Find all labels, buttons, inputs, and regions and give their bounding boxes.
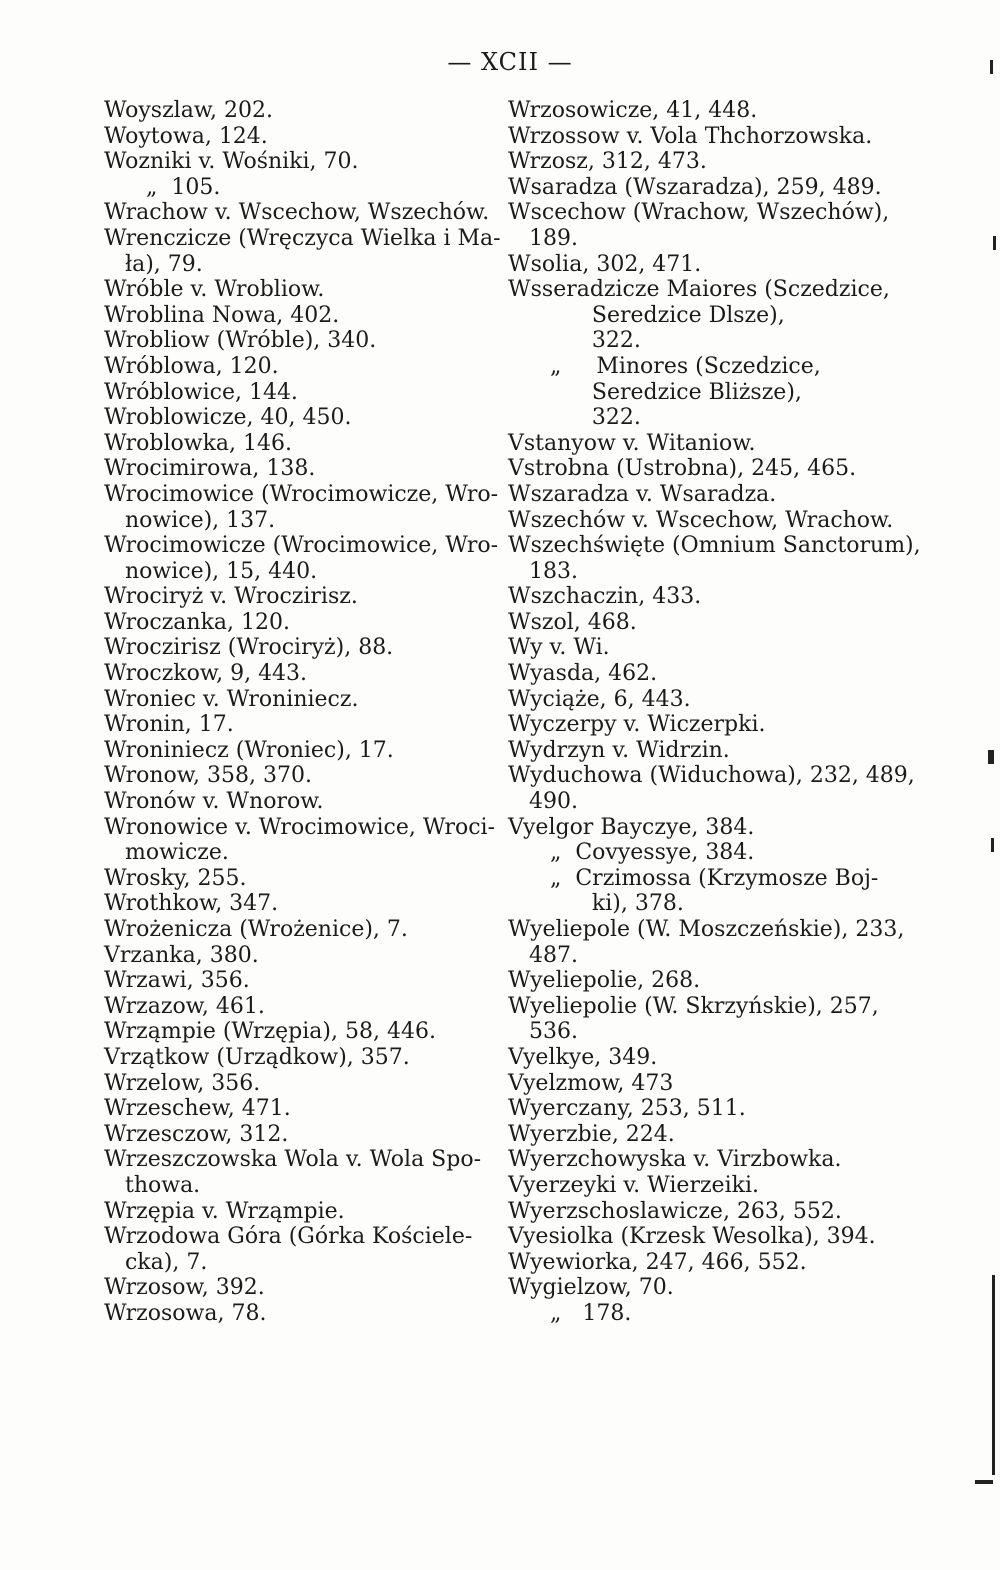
index-entry-line: „ 178. <box>508 1300 632 1326</box>
index-entry-line: Wróblowa, 120. <box>104 353 279 379</box>
page-number: — XCII — <box>447 48 573 76</box>
index-entry-line: Wrząmpie (Wrzępia), 58, 446. <box>104 1019 436 1045</box>
index-entry-line: Wsolia, 302, 471. <box>508 251 702 277</box>
index-entry-line: Wróblowice, 144. <box>104 379 298 405</box>
index-entry-line: Wrzeszczowska Wola v. Wola Spo- <box>104 1147 482 1173</box>
index-entry-line: Wrzosowa, 78. <box>104 1300 267 1326</box>
index-entry-line: thowa. <box>104 1172 201 1198</box>
index-entry-line: 189. <box>508 225 578 251</box>
index-entry-line: Wroczkow, 9, 443. <box>104 661 308 687</box>
index-entry-line: Wyerzchowyska v. Virzbowka. <box>508 1147 842 1173</box>
scan-edge-mark <box>993 236 996 250</box>
index-entry-line: Wrachow v. Wscechow, Wszechów. <box>104 200 490 226</box>
index-entry-line: Wrzelow, 356. <box>104 1070 261 1096</box>
index-entry-line: Wyeliepolie, 268. <box>508 968 701 994</box>
index-entry-line: Wronin, 17. <box>104 712 234 738</box>
index-entry-line: nowice), 15, 440. <box>104 558 318 584</box>
index-entry-line: Vyerzeyki v. Wierzeiki. <box>508 1172 759 1198</box>
index-entry-line: Wrożenicza (Wrożenice), 7. <box>104 917 408 942</box>
index-entry-line: 487. <box>508 942 578 968</box>
index-entry-line: Wroniec v. Wroniniecz. <box>104 686 359 712</box>
index-entry-line: Seredzice Dlsze), <box>508 302 785 328</box>
index-entry-line: mowicze. <box>104 840 229 866</box>
index-entry-line: Wyerczany, 253, 511. <box>508 1096 746 1122</box>
scan-edge-mark <box>992 1275 995 1475</box>
index-entry-line: Seredzice Bliższe), <box>508 379 802 405</box>
index-entry-line: Wy v. Wi. <box>508 635 610 661</box>
index-entry-line: „ Covyessye, 384. <box>508 840 755 866</box>
index-entry-line: Wygielzow, 70. <box>508 1275 674 1301</box>
index-entry-line: Wroczanka, 120. <box>104 609 291 635</box>
index-entry-line: Wroblowka, 146. <box>104 430 292 456</box>
index-entry-line: Wyeliepolie (W. Skrzyńskie), 257, <box>508 993 879 1019</box>
index-entry-line: Wrociryż v. Wroczirisz. <box>104 584 358 610</box>
index-entry-line: „ Minores (Sczedzice, <box>508 353 821 379</box>
index-entry-line: Wyasda, 462. <box>508 661 658 687</box>
index-entry-line: Wrzosow, 392. <box>104 1275 265 1301</box>
index-entry-line: Wyduchowa (Widuchowa), 232, 489, <box>508 763 915 789</box>
index-entry-line: Vyelgor Bayczye, 384. <box>508 814 755 840</box>
index-entry-line: Wrocimowicze (Wrocimowice, Wro- <box>104 533 499 559</box>
index-entry-line: Wszechów v. Wscechow, Wrachow. <box>508 507 894 533</box>
index-entry-line: 322. <box>508 328 641 354</box>
index-entry-line: Vrzanka, 380. <box>104 942 259 968</box>
scan-edge-mark <box>990 60 993 74</box>
index-entry-line: Wrzeschew, 471. <box>104 1096 291 1122</box>
index-entry-line: Wszol, 468. <box>508 609 637 635</box>
index-entry-line: Wszechświęte (Omnium Sanctorum), <box>508 533 921 559</box>
index-entry-line: Wyerzbie, 224. <box>508 1121 675 1147</box>
index-entry-line: Wrosky, 255. <box>104 865 247 891</box>
index-entry-line: Wroblina Nowa, 402. <box>104 302 340 328</box>
index-entry-line: Wrocimirowa, 138. <box>104 456 316 482</box>
index-entry-line: Wroniniecz (Wroniec), 17. <box>104 737 394 763</box>
scan-edge-mark <box>975 1480 993 1484</box>
index-entry-line: 322. <box>508 405 641 431</box>
index-entry-line: Wyewiorka, 247, 466, 552. <box>508 1249 807 1275</box>
index-entry-line: Wydrzyn v. Widrzin. <box>508 737 730 763</box>
index-entry-line: Wsseradzicze Maiores (Sczedzice, <box>508 277 890 303</box>
index-entry-line: Wyciąże, 6, 443. <box>508 686 691 712</box>
index-entry-line: „ 105. <box>104 174 221 200</box>
index-entry-line: Wroblowicze, 40, 450. <box>104 405 352 431</box>
index-entry-line: Wrzazow, 461. <box>104 993 265 1019</box>
index-entry-line: Woyszlaw, 202. <box>104 98 274 123</box>
index-entry-line: ła), 79. <box>104 251 203 277</box>
index-entry-line: Wróble v. Wrobliow. <box>104 277 325 303</box>
index-entry-line: Wronowice v. Wrocimowice, Wroci- <box>104 814 496 840</box>
left-index-column <box>104 98 499 1327</box>
index-entry-line: 536. <box>508 1019 578 1045</box>
index-entry-line: Vyelzmow, 473 <box>508 1070 674 1096</box>
index-entry-line: Wyerzschoslawicze, 263, 552. <box>508 1198 842 1224</box>
index-entry-line: Wronów v. Wnorow. <box>104 789 324 815</box>
index-entry-line: cka), 7. <box>104 1249 208 1275</box>
index-entry-line: Vstrobna (Ustrobna), 245, 465. <box>508 456 857 482</box>
index-entry-line: Wronow, 358, 370. <box>104 763 312 789</box>
index-entry-line: Wrenczicze (Wręczyca Wielka i Ma- <box>104 225 501 251</box>
index-entry-line: „ Crzimossa (Krzymosze Boj- <box>508 865 879 891</box>
scan-edge-mark <box>988 750 994 764</box>
index-entry-line: 490. <box>508 789 578 815</box>
index-entry-line: Wyczerpy v. Wiczerpki. <box>508 712 766 738</box>
index-entry-line: Vyelkye, 349. <box>508 1044 658 1070</box>
index-entry-line: Wroczirisz (Wrociryż), 88. <box>104 635 394 661</box>
index-entry-line: Wszchaczin, 433. <box>508 584 702 610</box>
index-entry-line: Wyeliepole (W. Moszczeńskie), 233, <box>508 917 905 942</box>
index-entry-line: Wrothkow, 347. <box>104 891 279 917</box>
index-entry-line: Wrzossow v. Vola Thchorzowska. <box>508 123 873 149</box>
index-entry-line: Vyesiolka (Krzesk Wesolka), 394. <box>508 1224 876 1250</box>
index-entry-line: Wozniki v. Wośniki, 70. <box>104 149 359 175</box>
index-entry-line: Wszaradza v. Wsaradza. <box>508 481 777 507</box>
index-entry-line: Wscechow (Wrachow, Wszechów), <box>508 200 890 226</box>
index-entry-line: 183. <box>508 558 578 584</box>
index-entry-line: Wrocimowice (Wrocimowicze, Wro- <box>104 481 499 507</box>
index-entry-line: Vrzątkow (Urządkow), 357. <box>104 1044 410 1070</box>
scan-edge-mark <box>991 838 994 852</box>
index-entry-line: Vstanyow v. Witaniow. <box>508 430 756 456</box>
index-entry-line: nowice), 137. <box>104 507 276 533</box>
right-index-column <box>508 98 921 1327</box>
index-entry-line: ki), 378. <box>508 891 684 917</box>
index-entry-line: Wrzosz, 312, 473. <box>508 149 707 175</box>
index-entry-line: Woytowa, 124. <box>104 123 268 149</box>
index-entry-line: Wrzosowicze, 41, 448. <box>508 98 758 123</box>
index-entry-line: Wrobliow (Wróble), 340. <box>104 328 377 354</box>
index-entry-line: Wrzodowa Góra (Górka Kościele- <box>104 1224 473 1250</box>
index-entry-line: Wrzawi, 356. <box>104 968 250 994</box>
index-entry-line: Wrzępia v. Wrząmpie. <box>104 1198 345 1224</box>
index-entry-line: Wrzesczow, 312. <box>104 1121 289 1147</box>
index-entry-line: Wsaradza (Wszaradza), 259, 489. <box>508 174 882 200</box>
